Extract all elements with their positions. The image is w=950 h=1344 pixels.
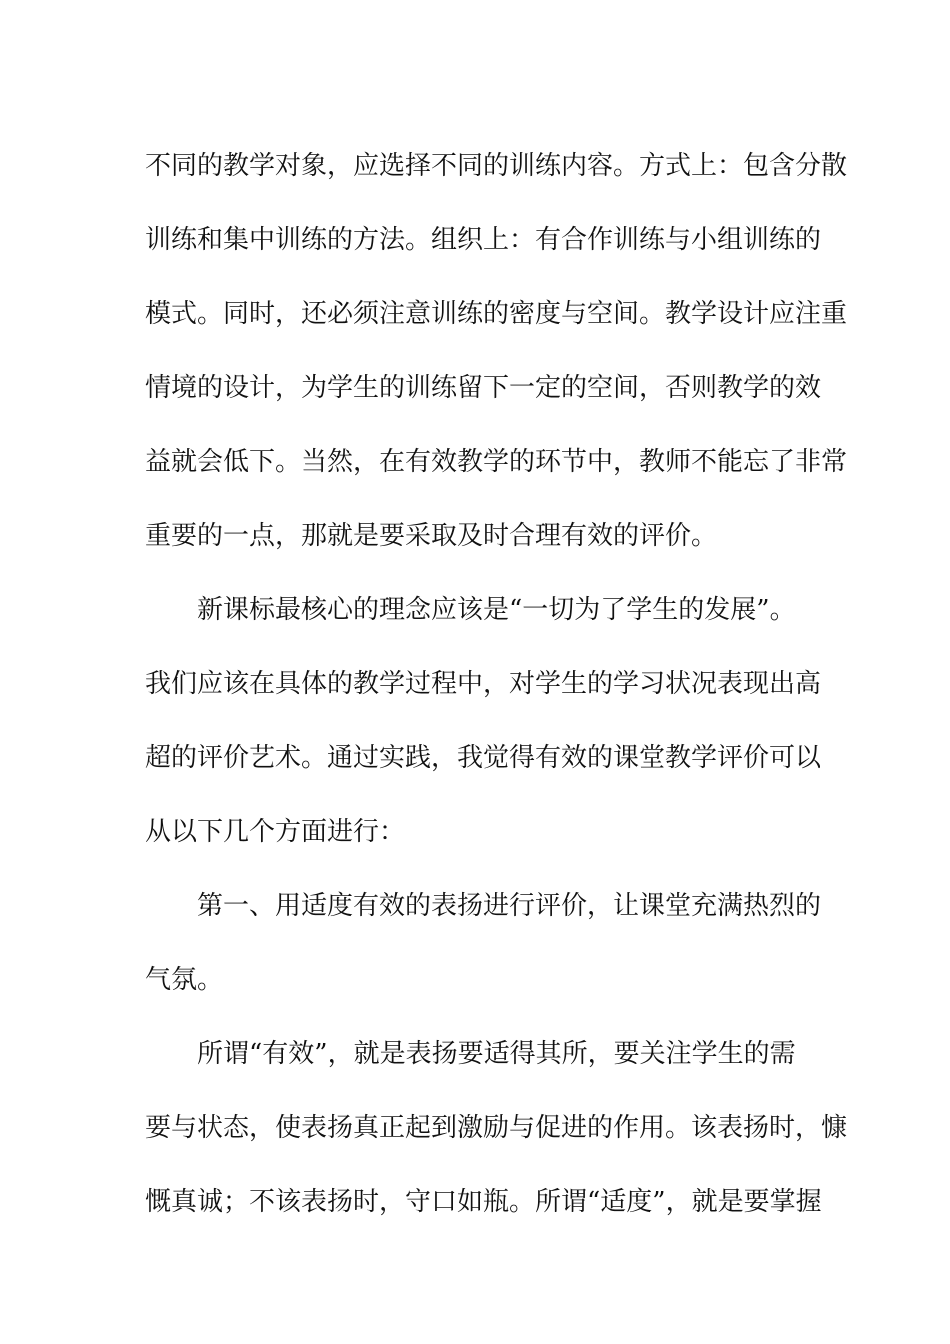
text-line: 不同的教学对象，应选择不同的训练内容。方式上：包含分散: [145, 151, 848, 181]
text-line: 从以下几个方面进行：: [145, 817, 406, 847]
text-line: 重要的一点，那就是要采取及时合理有效的评价。: [145, 521, 718, 551]
text-line: 超的评价艺术。通过实践，我觉得有效的课堂教学评价可以: [145, 743, 822, 773]
text-line: 益就会低下。当然，在有效教学的环节中，教师不能忘了非常: [145, 447, 848, 477]
text-line: 我们应该在具体的教学过程中，对学生的学习状况表现出高: [145, 669, 822, 699]
text-line: 慨真诚；不该表扬时，守口如瓶。所谓“适度”，就是要掌握: [145, 1187, 822, 1217]
text-line: 训练和集中训练的方法。组织上：有合作训练与小组训练的: [145, 225, 822, 255]
section-heading: 第一、用适度有效的表扬进行评价，让课堂充满热烈的: [197, 891, 822, 921]
text-line: 情境的设计，为学生的训练留下一定的空间，否则教学的效: [145, 373, 822, 403]
document-body: [145, 129, 848, 1239]
text-line: 气氛。: [145, 965, 224, 995]
paragraph-first-line: 新课标最核心的理念应该是“一切为了学生的发展”。: [197, 595, 796, 625]
paragraph-first-line: 所谓“有效”，就是表扬要适得其所，要关注学生的需: [197, 1039, 796, 1069]
text-line: 模式。同时，还必须注意训练的密度与空间。教学设计应注重: [145, 299, 848, 329]
text-line: 要与状态，使表扬真正起到激励与促进的作用。该表扬时，慷: [145, 1113, 848, 1143]
